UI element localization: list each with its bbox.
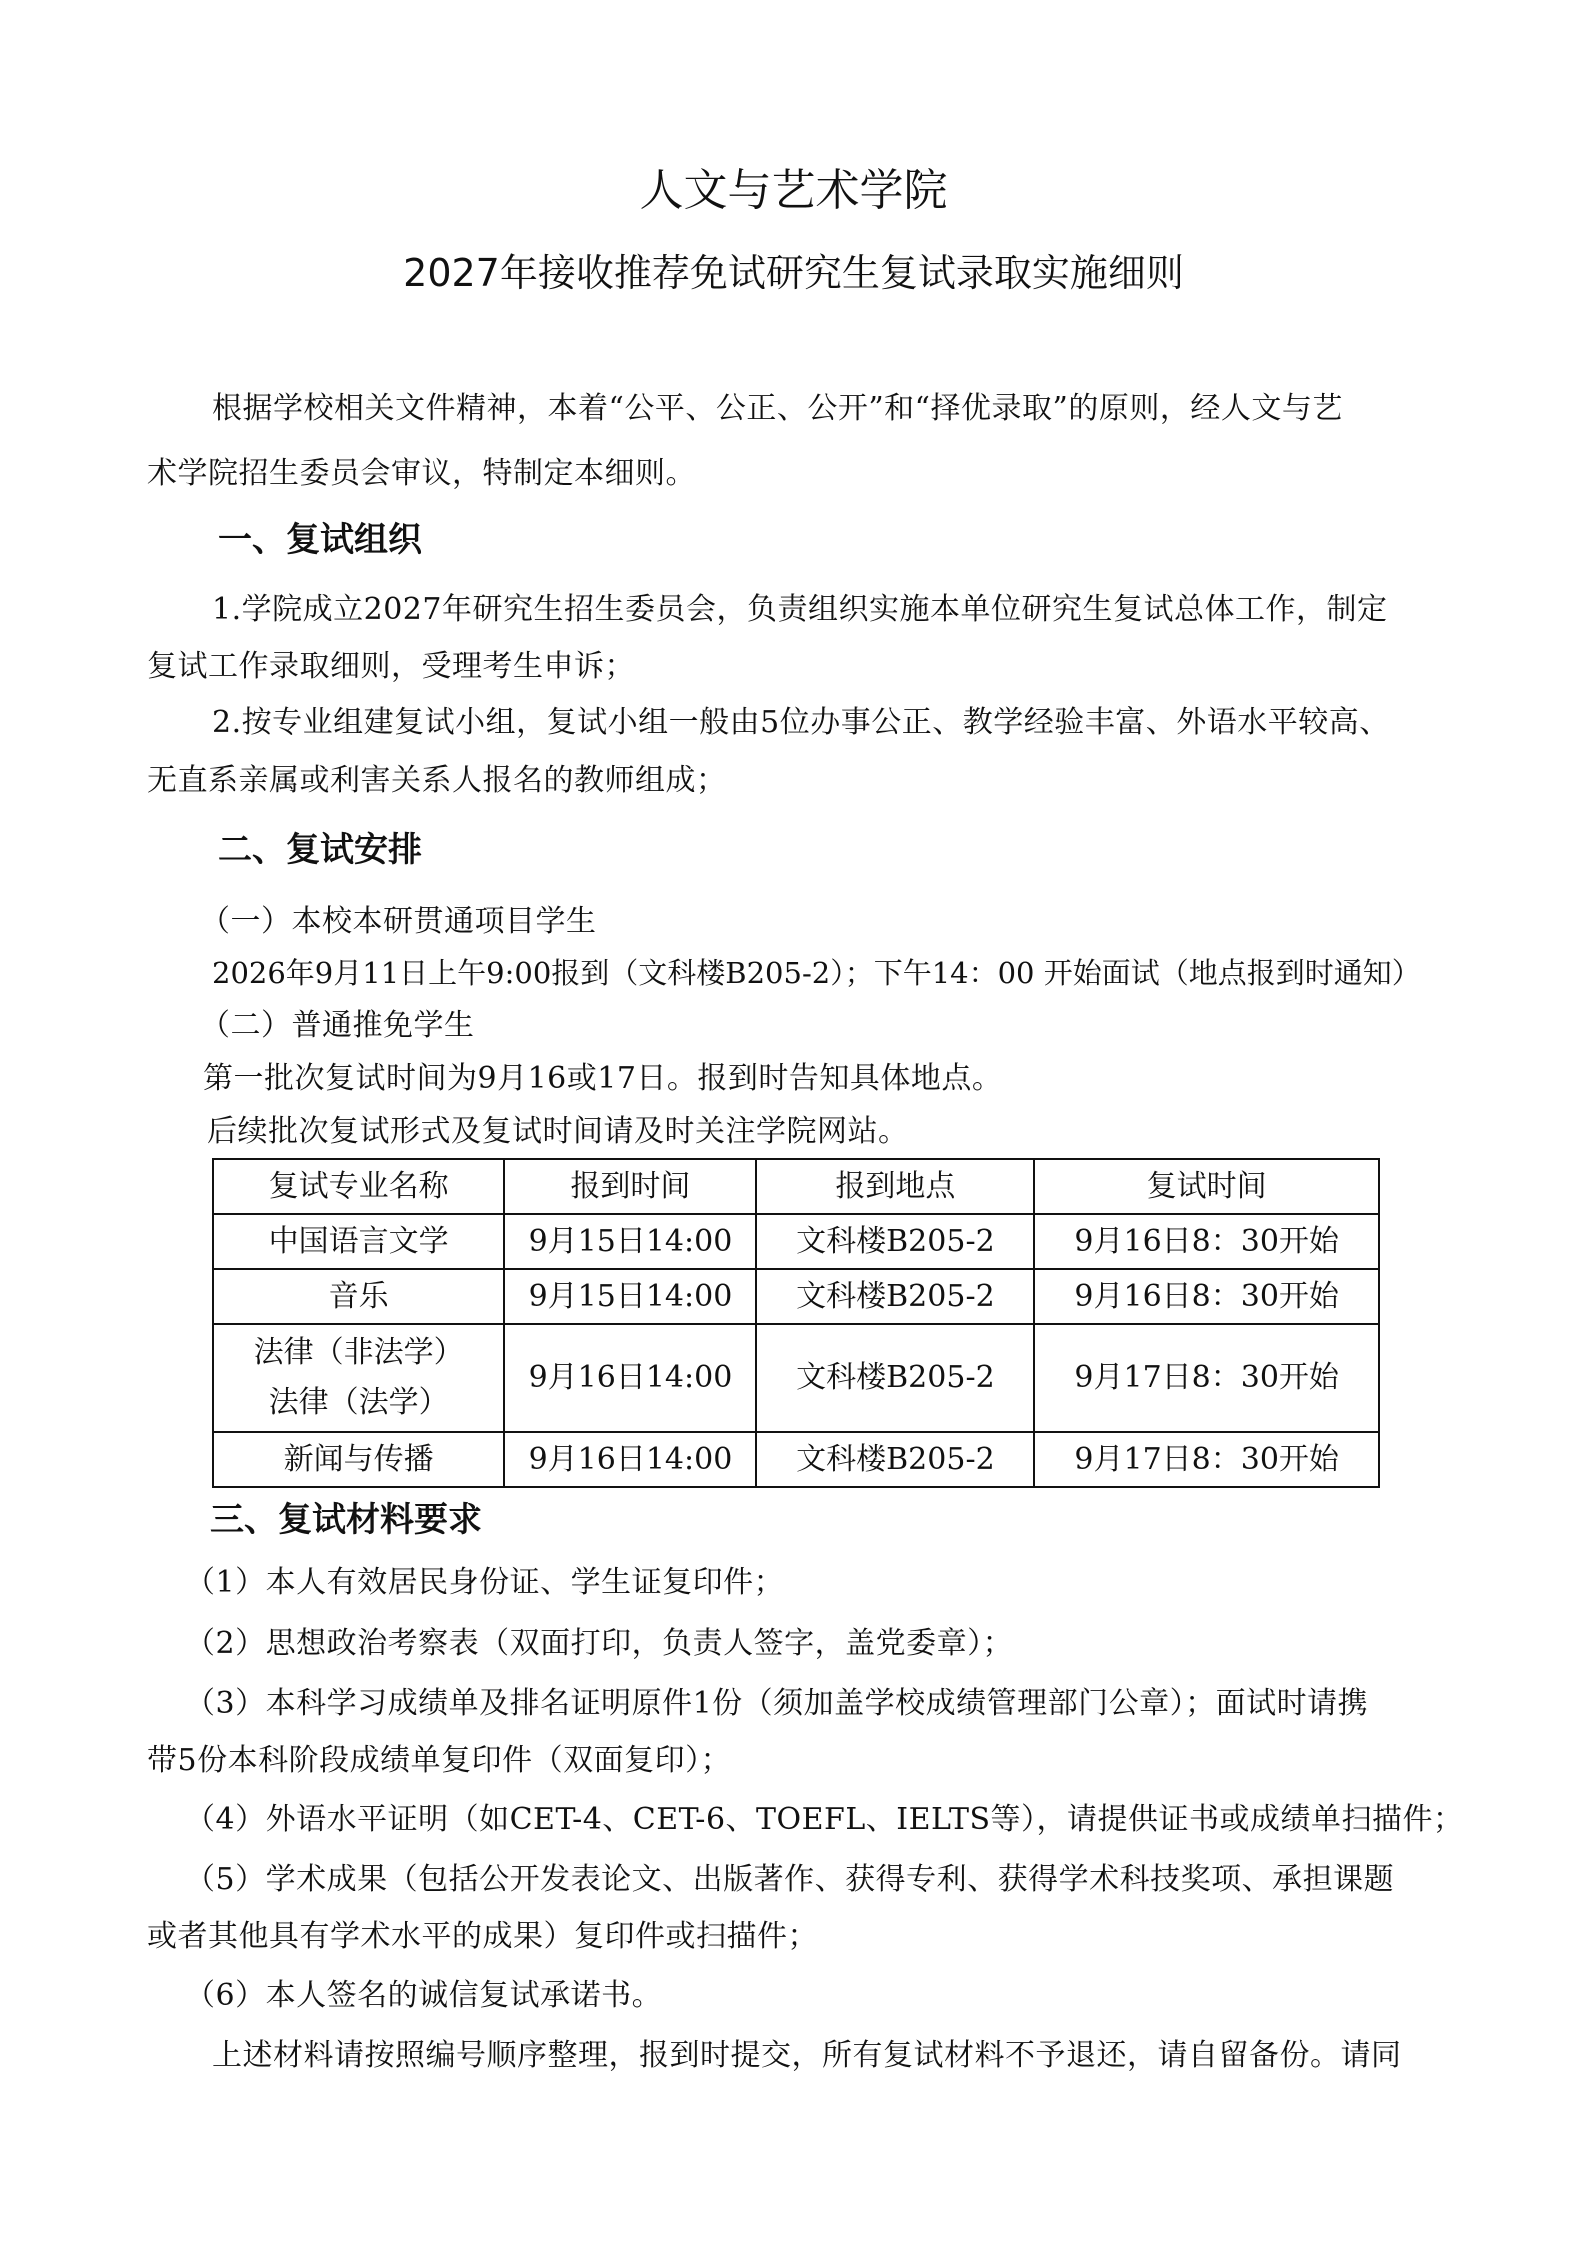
location-cell: 文科楼B205-2 bbox=[756, 1269, 1034, 1324]
material-item-1: （1）本人有效居民身份证、学生证复印件； bbox=[185, 1565, 785, 1600]
major-line-2: 法律（法学） bbox=[268, 1385, 449, 1420]
table-header-cell: 报到地点 bbox=[756, 1159, 1034, 1214]
table-row bbox=[213, 1324, 1379, 1432]
section2-sub1: （一）本校本研贯通项目学生 bbox=[200, 904, 597, 939]
material-item-6: （6）本人签名的诚信复试承诺书。 bbox=[185, 1978, 663, 2013]
major-cell: 中国语言文学 bbox=[213, 1214, 504, 1269]
table-header-cell: 复试时间 bbox=[1034, 1159, 1379, 1214]
major-cell: 音乐 bbox=[213, 1269, 504, 1324]
intro-line-1: 根据学校相关文件精神，本着“公平、公正、公开”和“择优录取”的原则，经人文与艺 bbox=[212, 391, 1343, 426]
exam-time-cell: 9月16日8：30开始 bbox=[1034, 1214, 1379, 1269]
section2-sub2-text1: 第一批次复试时间为9月16或17日。报到时告知具体地点。 bbox=[203, 1061, 1003, 1096]
section2-sub2-text2: 后续批次复试形式及复试时间请及时关注学院网站。 bbox=[207, 1114, 909, 1149]
location-cell: 文科楼B205-2 bbox=[756, 1214, 1034, 1269]
section1-p1-line2: 复试工作录取细则，受理考生申诉； bbox=[147, 649, 635, 684]
table-header-row bbox=[213, 1159, 1379, 1214]
document-subtitle: 2027年接收推荐免试研究生复试录取实施细则 bbox=[403, 251, 1184, 295]
report-time-cell: 9月16日14:00 bbox=[504, 1432, 756, 1487]
table-header-cell: 复试专业名称 bbox=[213, 1159, 504, 1214]
report-time-cell: 9月15日14:00 bbox=[504, 1269, 756, 1324]
major-cell bbox=[213, 1324, 504, 1432]
table-header-cell: 报到时间 bbox=[504, 1159, 756, 1214]
section1-p1-line1: 1.学院成立2027年研究生招生委员会，负责组织实施本单位研究生复试总体工作，制定 bbox=[212, 592, 1388, 627]
table-row bbox=[213, 1432, 1379, 1487]
intro-line-2: 术学院招生委员会审议，特制定本细则。 bbox=[147, 456, 696, 491]
material-item-5-line2: 或者其他具有学术水平的成果）复印件或扫描件； bbox=[147, 1919, 818, 1954]
section-heading-materials: 三、复试材料要求 bbox=[210, 1500, 482, 1540]
table-row bbox=[213, 1214, 1379, 1269]
section-heading-arrangement: 二、复试安排 bbox=[218, 830, 422, 870]
major-cell: 新闻与传播 bbox=[213, 1432, 504, 1487]
location-cell: 文科楼B205-2 bbox=[756, 1324, 1034, 1432]
schedule-table bbox=[212, 1158, 1380, 1488]
report-time-cell: 9月15日14:00 bbox=[504, 1214, 756, 1269]
material-item-5-line1: （5）学术成果（包括公开发表论文、出版著作、获得专利、获得学术科技奖项、承担课题 bbox=[185, 1862, 1395, 1897]
section2-sub2: （二）普通推免学生 bbox=[200, 1008, 475, 1043]
material-item-3-line1: （3）本科学习成绩单及排名证明原件1份（须加盖学校成绩管理部门公章）；面试时请携 bbox=[185, 1686, 1369, 1721]
section-heading-organization: 一、复试组织 bbox=[218, 520, 422, 560]
materials-closing: 上述材料请按照编号顺序整理，报到时提交，所有复试材料不予退还，请自留备份。请同 bbox=[212, 2038, 1402, 2073]
exam-time-cell: 9月17日8：30开始 bbox=[1034, 1324, 1379, 1432]
table-row bbox=[213, 1269, 1379, 1324]
material-item-4: （4）外语水平证明（如CET-4、CET-6、TOEFL、IELTS等），请提供证书或成绩单扫描件； bbox=[185, 1802, 1464, 1837]
location-cell: 文科楼B205-2 bbox=[756, 1432, 1034, 1487]
exam-time-cell: 9月16日8：30开始 bbox=[1034, 1269, 1379, 1324]
major-line-1: 法律（非法学） bbox=[253, 1335, 464, 1370]
material-item-3-line2: 带5份本科阶段成绩单复印件（双面复印）； bbox=[147, 1743, 732, 1778]
document-title: 人文与艺术学院 bbox=[639, 165, 948, 216]
section1-p2-line1: 2.按专业组建复试小组，复试小组一般由5位办事公正、教学经验丰富、外语水平较高、 bbox=[212, 705, 1390, 740]
material-item-2: （2）思想政治考察表（双面打印，负责人签字，盖党委章）； bbox=[185, 1626, 1014, 1661]
section1-p2-line2: 无直系亲属或利害关系人报名的教师组成； bbox=[147, 763, 727, 798]
exam-time-cell: 9月17日8：30开始 bbox=[1034, 1432, 1379, 1487]
report-time-cell: 9月16日14:00 bbox=[504, 1324, 756, 1432]
section2-sub1-text: 2026年9月11日上午9:00报到（文科楼B205-2）；下午14：00 开始面试（地点报到时通知） bbox=[212, 956, 1421, 990]
